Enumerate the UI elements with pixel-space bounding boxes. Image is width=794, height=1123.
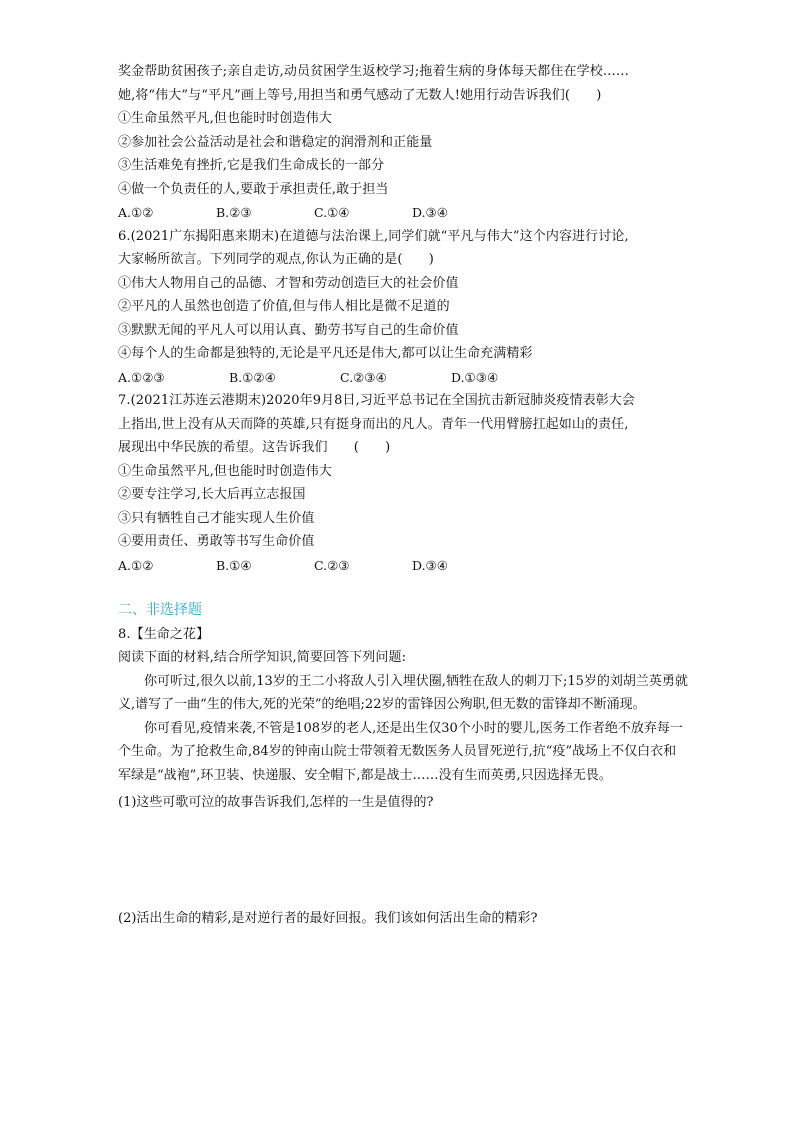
answer-area-1[interactable] [118, 815, 688, 907]
question-8 [118, 623, 688, 1011]
question-7-statement: ①生命虽然平凡,但也能时时创造伟大 [118, 463, 332, 479]
question-7-stem-line: 上指出,世上没有从天而降的英雄,只有挺身而出的凡人。青年一代用臂膀扛起如山的责任, [118, 416, 629, 432]
material-paragraph: 你可看见,疫情来袭,不管是108岁的老人,还是出生仅30个小时的婴儿,医务工作者绝不放弃每一个生命。为了抢救生命,84岁的钟南山院士带领着无数医务人员冒死逆行,抗“疫”战场上不仅白衣和军绿是“战袍”,环卫装、快递服、安全帽下,都是战士……没有生而英勇,只因选择无畏。 [118, 720, 683, 783]
question-5 [118, 60, 688, 225]
option-b[interactable]: B.①④ [216, 557, 252, 573]
question-7 [118, 389, 688, 577]
question-5-statement: ③生活难免有挫折,它是我们生命成长的一部分 [118, 158, 385, 173]
question-6-statement: ④每个人的生命都是独特的,无论是平凡还是伟大,都可以让生命充满精彩 [118, 346, 533, 361]
option-d[interactable]: D.③④ [412, 205, 448, 220]
question-7-statement: ③只有牺牲自己才能实现人生价值 [118, 510, 315, 526]
question-7-statement: ④要用责任、勇敢等书写生命价值 [118, 534, 315, 549]
question-7-options [118, 554, 688, 578]
question-6-statement: ①伟大人物用自己的品德、才智和劳动创造巨大的社会价值 [118, 275, 459, 291]
option-c[interactable]: C.②③④ [340, 369, 387, 385]
material-paragraph: 你可听过,很久以前,13岁的王二小将敌人引入埋伏圈,牺牲在敌人的刺刀下;15岁的刘胡兰英勇就义,谱写了一曲“生的伟大,死的光荣”的绝唱;22岁的雷锋因公殉职,但无数的雷锋却不断涌现。 [118, 673, 688, 712]
option-b[interactable]: B.②③ [216, 205, 252, 220]
question-6 [118, 225, 688, 390]
question-8-instruction: 阅读下面的材料,结合所学知识,简要回答下列问题: [118, 650, 407, 665]
question-5-stem-line: 奖金帮助贫困孩子;亲自走访,动员贫困学生返校学习;拖着生病的身体每天都住在学校…… [118, 64, 629, 79]
option-d[interactable]: D.①③④ [451, 369, 499, 385]
option-d[interactable]: D.③④ [412, 557, 448, 573]
question-7-stem-line: 7.(2021江苏连云港期末)2020年9月8日,习近平总书记在全国抗击新冠肺炎疫情表彰大会 [118, 393, 635, 408]
question-5-statement: ①生命虽然平凡,但也能时时创造伟大 [118, 111, 332, 126]
sub-question-1: (1)这些可歌可泣的故事告诉我们,怎样的一生是值得的? [118, 795, 434, 810]
answer-area-2[interactable] [118, 930, 688, 1010]
question-6-stem-line: 大家畅所欲言。下列同学的观点,你认为正确的是( ) [118, 252, 434, 267]
option-a[interactable]: A.①② [118, 205, 154, 220]
option-b[interactable]: B.①②④ [229, 369, 276, 385]
question-6-options [118, 366, 688, 390]
question-5-statement: ④做一个负责任的人,要敢于承担责任,敢于担当 [118, 181, 389, 197]
question-5-statement: ②参加社会公益活动是社会和谐稳定的润滑剂和正能量 [118, 134, 433, 150]
option-a[interactable]: A.①② [118, 557, 154, 573]
question-6-statement: ③默默无闻的平凡人可以用认真、勤劳书写自己的生命价值 [118, 322, 459, 338]
question-6-stem-line: 6.(2021广东揭阳惠来期末)在道德与法治课上,同学们就“平凡与伟大”这个内容进行讨论, [118, 228, 629, 244]
question-6-statement: ②平凡的人虽然也创造了价值,但与伟人相比是微不足道的 [118, 299, 450, 314]
sub-question-2: (2)活出生命的精彩,是对逆行者的最好回报。我们该如何活出生命的精彩? [118, 910, 538, 926]
option-c[interactable]: C.②③ [314, 557, 350, 573]
question-5-options [118, 201, 688, 225]
question-7-stem-line: 展现出中华民族的希望。这告诉我们 ( ) [118, 440, 391, 455]
worksheet-page [118, 60, 688, 1010]
option-c[interactable]: C.①④ [314, 205, 350, 220]
question-7-statement: ②要专注学习,长大后再立志报国 [118, 487, 306, 502]
section-heading: 二、非选择题 [118, 602, 202, 618]
question-5-stem-line: 她,将“伟大”与“平凡”画上等号,用担当和勇气感动了无数人!她用行动告诉我们( ) [118, 87, 602, 103]
question-8-title: 8.【生命之花】 [118, 626, 210, 642]
option-a[interactable]: A.①②③ [118, 369, 165, 385]
